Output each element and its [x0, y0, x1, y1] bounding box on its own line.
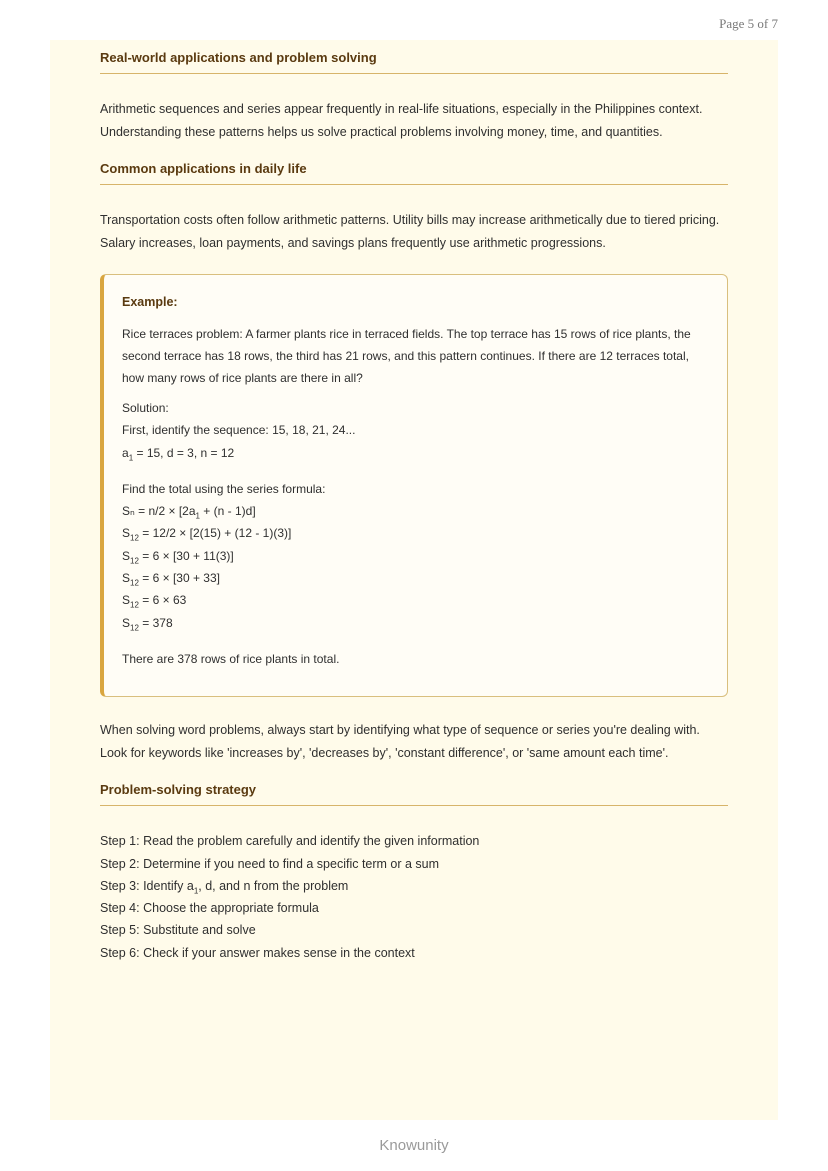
footer-brand: Knowunity — [379, 1137, 449, 1154]
strategy-step-5: Step 5: Substitute and solve — [100, 923, 256, 938]
page-content — [100, 50, 728, 964]
solution-givens: $a_1 = 15$, d = 3, n = 12 — [122, 445, 235, 462]
strategy-step-4: Step 4: Choose the appropriate formula — [100, 901, 319, 916]
formula-step-5: $S_{12} = 6 \times 63$ — [122, 593, 187, 610]
solution-identify: First, identify the sequence: 15, 18, 21, 24... — [122, 423, 356, 438]
example-problem: Rice terraces problem: A farmer plants rice in terraced fields. The top terrace has 15 rows of rice plants, the second terrace has 18 rows, the third has 21 rows, and this pattern continues. If there are 12 terraces total, how many rows of rice plants are there in all? — [122, 327, 691, 385]
paragraph-real-world: Arithmetic sequences and series appear frequently in real-life situations, especially in the Philippines context. Understanding these patterns helps us solve practical problems involving money, time, and quantities. — [100, 102, 703, 139]
strategy-step-1: Step 1: Read the problem carefully and identify the given information — [100, 834, 480, 849]
example-box — [100, 274, 728, 697]
paragraph-word-problems: When solving word problems, always start by identifying what type of sequence or series you're dealing with. Look for keywords like 'increases by', 'decreases by', 'constant difference', or 'same amount each time'. — [100, 723, 700, 760]
section-heading-daily-life: Common applications in daily life — [100, 161, 728, 185]
formula-step-3: $S_{12} = 6 \times [30 + 11(3)]$ — [122, 548, 234, 566]
strategy-steps — [100, 830, 728, 964]
formula-step-1: $S_n = n/2 \times [2a_1 + (n - 1)d]$ — [122, 504, 256, 521]
paragraph-daily-life: Transportation costs often follow arithmetic patterns. Utility bills may increase arithmetically due to tiered pricing. Salary increases, loan payments, and savings plans frequently use arithmetic progressions. — [100, 213, 720, 250]
section-heading-strategy: Problem-solving strategy — [100, 782, 728, 806]
solution-label: Solution: — [122, 401, 169, 415]
formula-step-6: $S_{12} = 378$ — [122, 615, 173, 633]
document-page — [50, 40, 778, 1120]
strategy-step-2: Step 2: Determine if you need to find a specific term or a sum — [100, 856, 440, 871]
strategy-step-6: Step 6: Check if your answer makes sense in the context — [100, 945, 415, 960]
strategy-step-3: Step 3: Identify $a_1$, d, and n from the problem — [100, 878, 349, 896]
example-label: Example: — [122, 295, 178, 309]
formula-step-4: $S_{12} = 6 \times [30 + 33]$ — [122, 571, 220, 588]
example-answer: There are 378 rows of rice plants in total. — [122, 651, 340, 666]
page-number: Page 5 of 7 — [719, 16, 778, 31]
formula-step-2: $S_{12} = 12/2 \times [2(15) + (12 - 1)(3)]$ — [122, 526, 292, 543]
section-heading-real-world: Real-world applications and problem solving — [100, 50, 728, 74]
formula-intro: Find the total using the series formula: — [122, 481, 326, 496]
